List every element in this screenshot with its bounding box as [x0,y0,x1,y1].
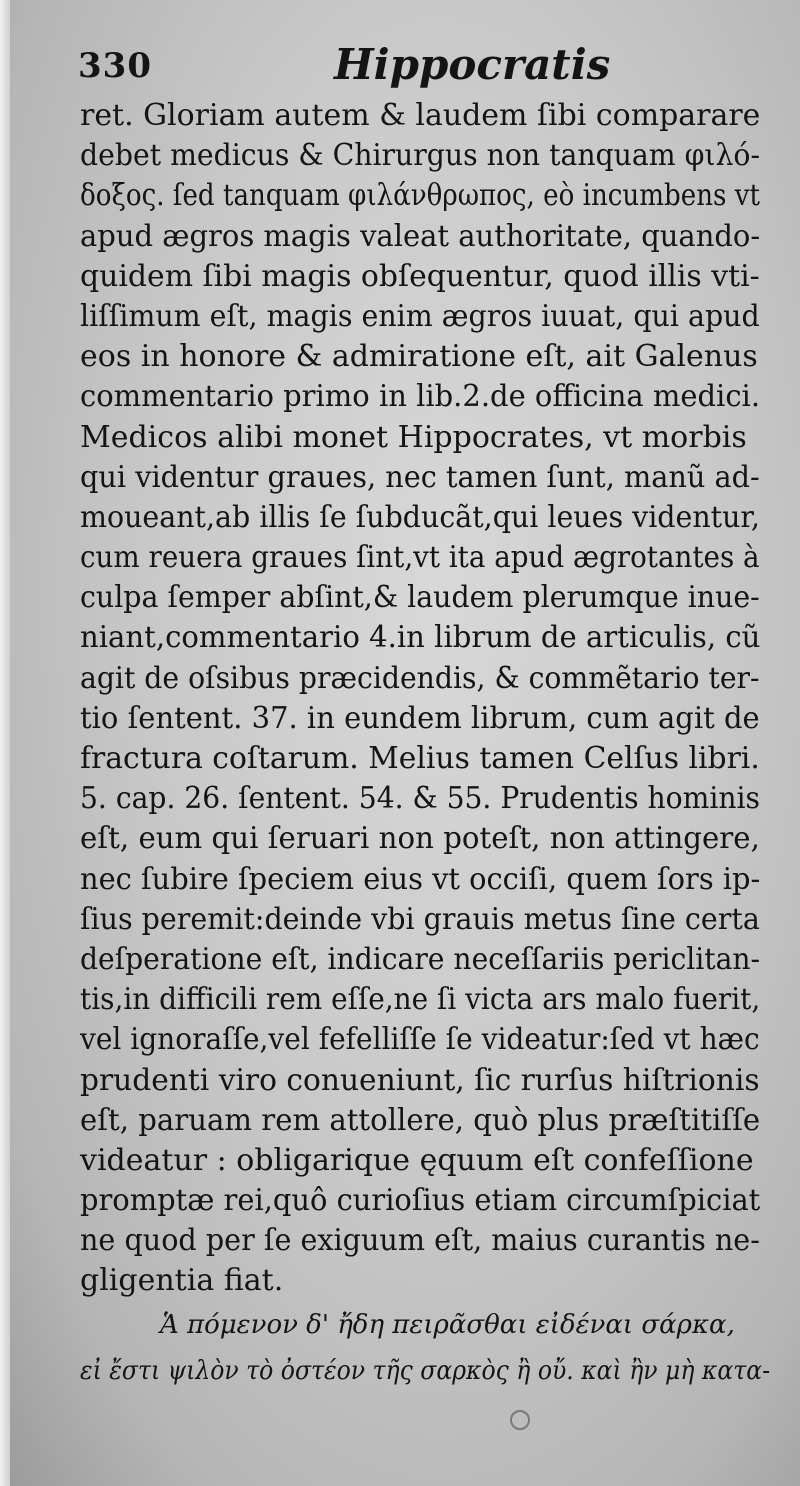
text-line: eſt, paruam rem attollere, quò plus præſtitiſſe [80,1102,761,1138]
text-line: Medicos alibi monet Hippocrates, vt morbis [80,419,747,455]
page-number: 330 [78,46,152,86]
text-line: ſius peremit:deinde vbi grauis metus ſine certa [80,901,760,937]
text-line: apud ægros magis valeat authoritate, quando- [80,218,761,254]
text-line: deſperatione eſt, indicare neceſſariis periclitan- [80,941,761,977]
text-line: agit de oſsibus præcidendis, & commẽtario ter- [80,660,760,696]
text-line: gligentia fiat. [80,1263,284,1299]
page-edge [0,0,10,1486]
text-line: liſſimum eſt, magis enim ægros iuuat, qui apud [80,298,760,334]
text-line: quidem ſibi magis obſequentur, quod illis vti- [80,258,760,294]
text-line: commentario primo in lib.2.de officina medici. [80,379,761,415]
text-line: videatur : obligarique ęquum eſt confeſſione [80,1142,754,1178]
text-line: δοξος. ſed tanquam φιλάνθρωπος, eò incumbens vt [80,178,760,214]
greek-quotation [80,1302,770,1394]
text-line: qui videntur graues, nec tamen ſunt, manũ ad- [80,459,760,495]
page-header [78,40,758,100]
text-line: eos in honore & admiratione eſt, ait Galenus [80,339,758,375]
text-line: tio ſentent. 37. in eundem librum, cum agit de [80,700,760,736]
greek-text-line: Ἁ πόμενον δ' ἤδη πειρᾶσθαι εἰδέναι σάρκα, [160,1310,735,1340]
text-line: 5. cap. 26. ſentent. 54. & 55. Prudentis hominis [80,781,760,817]
text-line: prudenti viro conueniunt, ſic rurſus hiſtrionis [80,1062,760,1098]
text-line: promptæ rei,quô curioſius etiam circumſpiciat [80,1183,761,1219]
text-line: moueant,ab illis ſe ſubducãt,qui leues videntur, [80,499,760,535]
text-line: niant,commentario 4.in librum de articulis, cũ [80,620,761,656]
text-line: nec ſubire ſpeciem eius vt occiſi, quem ſors ip- [80,861,761,897]
running-title: Hippocratis [334,40,611,89]
text-line: culpa ſemper abſint,& laudem plerumque inue- [80,580,760,616]
text-line: ret. Gloriam autem & laudem ſibi comparare [80,98,761,133]
text-line: ne quod per ſe exiguum eſt, maius curantis ne- [80,1223,760,1259]
bottom-ornament-mark [510,1410,530,1430]
text-line: vel ignoraſſe,vel fefelliſſe ſe videatur:ſed vt hæc [80,1022,760,1058]
latin-body-text [80,96,760,1302]
text-line: debet medicus & Chirurgus non tanquam φιλό- [80,138,761,174]
text-line: tis,in difficili rem eſſe,ne ſi victa ars malo fuerit, [80,982,761,1018]
text-line: eſt, eum qui ſeruari non poteſt, non attingere, [80,821,760,857]
text-line: cum reuera graues ſint,vt ita apud ægrotantes à [80,540,760,576]
text-line: fractura coſtarum. Melius tamen Celſus libri. [80,741,760,776]
greek-text-line: εἰ ἔστι ψιλὸν τὸ ὀστέον τῆς σαρκὸς ἢ οὔ. καὶ ἢν μὴ κατα- [80,1356,771,1386]
